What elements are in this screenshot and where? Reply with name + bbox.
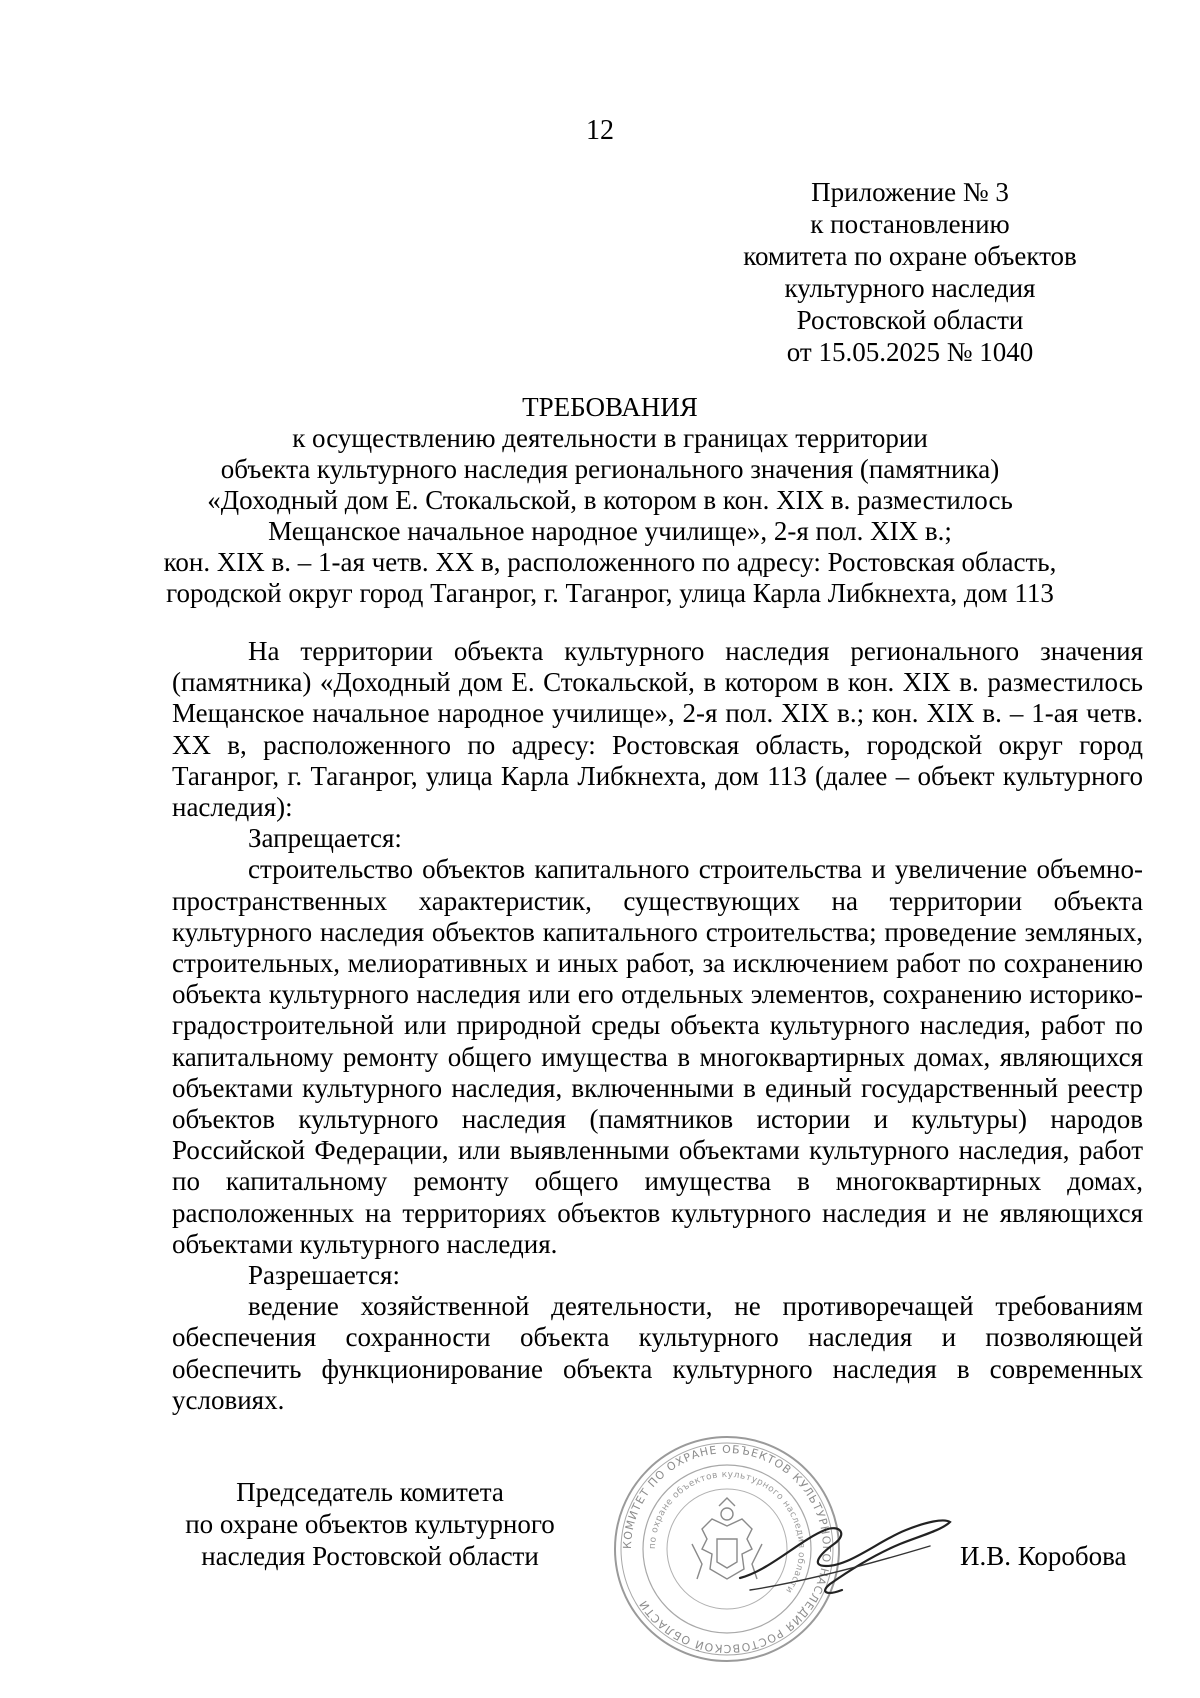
seal-outer-text: КОМИТЕТ ПО ОХРАНЕ ОБЪЕКТОВ КУЛЬТУРНОГО НАСЛЕДИЯ РОСТОВСКОЙ ОБЛАСТИ bbox=[620, 1442, 834, 1656]
prohibited-paragraph: строительство объектов капитального строительства и увеличение объемно-пространственных характеристик, существующих на территории объекта культурного наследия объектов капитального строительства; проведение земляных, строительных, мелиоративных и иных работ, за исключением работ по сохранению объекта культурного наследия или его отдельных элементов, сохранению историко-градостроительной или природной среды объекта культурного наследия, работ по капитальному ремонту общего имущества в многоквартирных домах, являющихся объектами культурного наследия, включенными в единый государственный реестр объектов культурного наследия (памятников истории и культуры) народов Российской Федерации, или выявленными объектами культурного наследия, работ по капитальному ремонту общего имущества в многоквартирных домах, расположенных на территориях объектов культурного наследия и не являющихся объектами культурного наследия. bbox=[172, 854, 1143, 1259]
appendix-line: комитета по охране объектов bbox=[743, 241, 1077, 271]
appendix-line: Приложение № 3 bbox=[811, 177, 1009, 207]
title-heading: ТРЕБОВАНИЯ bbox=[522, 392, 698, 422]
title-line: к осуществлению деятельности в границах территории bbox=[292, 423, 928, 453]
signatory-position bbox=[160, 1476, 580, 1572]
handwritten-signature bbox=[730, 1500, 960, 1610]
allowed-paragraph: ведение хозяйственной деятельности, не противоречащей требованиям обеспечения сохранности объекта культурного наследия и позволяющей обеспечить функционирование объекта культурного наследия в современных условиях. bbox=[172, 1291, 1143, 1415]
intro-paragraph: На территории объекта культурного наследия регионального значения (памятника) «Доходный дом Е. Стокальской, в котором в кон. XIX в. разместилось Мещанское начальное народное училище», 2-я пол. XIX в.; кон. XIX в. – 1-ая четв. XX в, расположенного по адресу: Ростовская область, городской округ город Таганрог, г. Таганрог, улица Карла Либкнехта, дом 113 (далее – объект культурного наследия): bbox=[172, 636, 1143, 823]
appendix-line: к постановлению bbox=[810, 209, 1010, 239]
position-line: наследия Ростовской области bbox=[201, 1541, 539, 1571]
appendix-line: от 15.05.2025 № 1040 bbox=[786, 337, 1034, 367]
title-line: «Доходный дом Е. Стокальской, в котором в кон. XIX в. разместилось bbox=[207, 485, 1013, 515]
appendix-line: культурного наследия bbox=[784, 273, 1036, 303]
document-title bbox=[160, 392, 1060, 609]
document-body bbox=[172, 636, 1143, 1416]
title-line: городской округ город Таганрог, г. Таганрог, улица Карла Либкнехта, дом 113 bbox=[166, 578, 1054, 608]
signatory-name: И.В. Коробова bbox=[960, 1541, 1127, 1571]
title-line: объекта культурного наследия регионального значения (памятника) bbox=[220, 454, 1000, 484]
title-line: кон. XIX в. – 1-ая четв. XX в, расположенного по адресу: Ростовская область, bbox=[163, 547, 1057, 577]
position-line: по охране объектов культурного bbox=[185, 1509, 555, 1539]
allowed-label: Разрешается: bbox=[248, 1260, 400, 1291]
appendix-reference bbox=[700, 176, 1120, 368]
seal-inner-text: по охране объектов культурного наследия области bbox=[647, 1469, 807, 1595]
prohibited-label: Запрещается: bbox=[248, 823, 402, 854]
title-line: Мещанское начальное народное училище», 2-я пол. XIX в.; bbox=[268, 516, 952, 546]
appendix-line: Ростовской области bbox=[796, 305, 1024, 335]
page-number: 12 bbox=[586, 115, 614, 146]
position-line: Председатель комитета bbox=[236, 1477, 504, 1507]
